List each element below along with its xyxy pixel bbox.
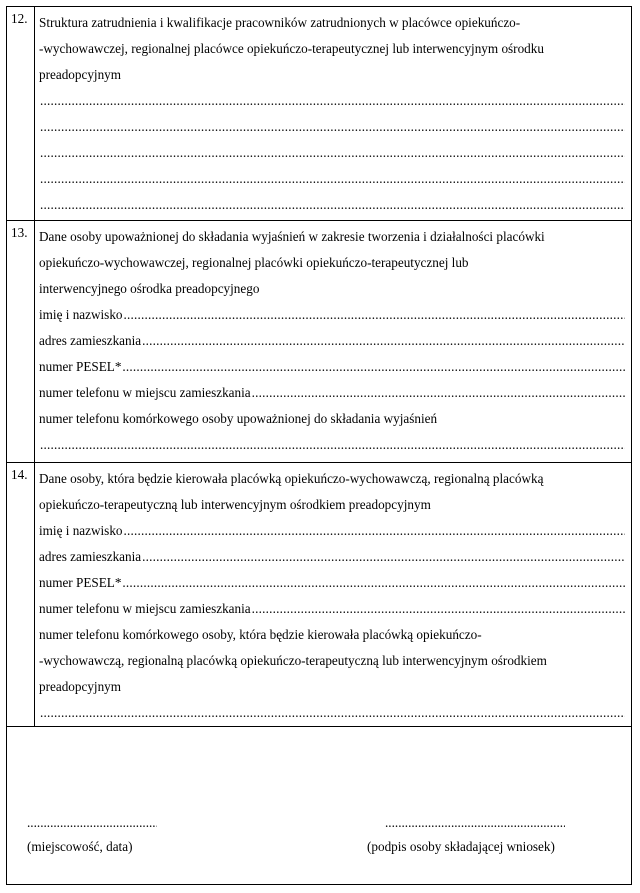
section-14	[7, 463, 631, 727]
home-phone-field[interactable]	[252, 380, 625, 406]
section-text-line: interwencyjnego ośrodka preadopcyjnego	[39, 281, 260, 296]
form-table	[6, 6, 632, 885]
pesel-field[interactable]	[122, 570, 625, 596]
name-field[interactable]	[124, 302, 625, 328]
fill-in-line[interactable]	[40, 166, 625, 192]
section-text-line: opiekuńczo-terapeutyczną lub interwencyjnym ośrodkiem preadopcyjnym	[39, 497, 431, 512]
mobile-phone-label: -wychowawczą, regionalną placówką opiekuńczo-terapeutyczną lub interwencyjnym ośrodkiem	[39, 653, 547, 668]
mobile-phone-label: preadopcyjnym	[39, 679, 122, 694]
section-number-cell	[7, 7, 35, 220]
pesel-field[interactable]	[122, 354, 625, 380]
address-label: adres zamieszkania	[39, 549, 142, 564]
fill-in-line[interactable]	[40, 192, 625, 218]
pesel-label: numer PESEL*	[39, 575, 122, 590]
mobile-phone-label: numer telefonu komórkowego osoby upoważnionej do składania wyjaśnień	[39, 411, 438, 426]
section-12	[7, 7, 631, 221]
address-field[interactable]	[142, 328, 625, 354]
signature-field[interactable]	[385, 815, 565, 831]
fill-in-line[interactable]	[40, 114, 625, 140]
section-text-line: opiekuńczo-wychowawczej, regionalnej placówki opiekuńczo-terapeutycznej lub	[39, 255, 469, 270]
name-label: imię i nazwisko	[39, 307, 123, 322]
fill-in-line[interactable]	[40, 88, 625, 114]
section-number-cell	[7, 463, 35, 726]
section-text-line: -wychowawczej, regionalnej placówce opiekuńczo-terapeutycznej lub interwencyjnym ośrodku	[39, 41, 544, 56]
section-13	[7, 221, 631, 463]
section-text-line: preadopcyjnym	[39, 67, 122, 82]
section-number-cell	[7, 221, 35, 462]
fill-in-line[interactable]	[40, 140, 625, 166]
section-number: 13.	[11, 225, 28, 240]
section-text-line: Struktura zatrudnienia i kwalifikacje pracowników zatrudnionych w placówce opiekuńczo-	[39, 15, 521, 30]
place-date-label: (miejscowość, data)	[27, 839, 133, 854]
section-number: 14.	[11, 467, 28, 482]
pesel-label: numer PESEL*	[39, 359, 122, 374]
signature-label: (podpis osoby składającej wniosek)	[367, 839, 555, 854]
mobile-phone-label: numer telefonu komórkowego osoby, która będzie kierowała placówką opiekuńczo-	[39, 627, 482, 642]
address-field[interactable]	[142, 544, 625, 570]
signature-area	[7, 727, 631, 885]
name-label: imię i nazwisko	[39, 523, 123, 538]
section-text-line: Dane osoby, która będzie kierowała placówką opiekuńczo-wychowawczą, regionalną placówką	[39, 471, 544, 486]
place-date-field[interactable]	[27, 815, 157, 831]
home-phone-field[interactable]	[252, 596, 625, 622]
name-field[interactable]	[124, 518, 625, 544]
mobile-phone-field[interactable]	[40, 700, 625, 726]
home-phone-label: numer telefonu w miejscu zamieszkania	[39, 385, 251, 400]
home-phone-label: numer telefonu w miejscu zamieszkania	[39, 601, 251, 616]
address-label: adres zamieszkania	[39, 333, 142, 348]
section-number: 12.	[11, 11, 28, 26]
mobile-phone-field[interactable]	[40, 432, 625, 458]
section-text-line: Dane osoby upoważnionej do składania wyjaśnień w zakresie tworzenia i działalności placówki	[39, 229, 545, 244]
